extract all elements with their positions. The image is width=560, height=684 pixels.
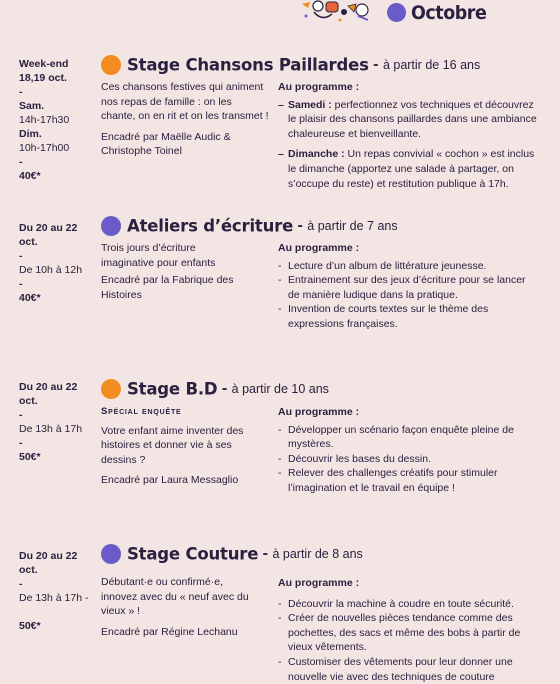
illustration-icon: [296, 0, 374, 24]
event-program: [278, 405, 540, 496]
month-title: Octobre: [411, 2, 487, 24]
program-heading: Au programme :: [278, 81, 360, 93]
date-line: Week-end: [19, 58, 69, 70]
event-title-row: Stage Couture - à partir de 8 ans: [101, 544, 363, 566]
event-date: [19, 549, 94, 633]
event-price: 50€*: [19, 620, 41, 632]
date-line: Sam.: [19, 100, 45, 112]
program-item: - Découvrir les bases du dessin.: [278, 452, 540, 467]
instructor-text: Encadré par Régine Lechanu: [101, 625, 238, 638]
event-program: [278, 80, 540, 191]
event-date: [19, 380, 94, 464]
date-line: -: [19, 278, 23, 290]
event-description: [101, 241, 251, 308]
event-age: à partir de 16 ans: [382, 58, 481, 72]
event-date: [19, 57, 94, 183]
program-item: – Dimanche : Un repas convivial « cochon » est inclus le dimanche (apportez une salade à partager, on s’occupe du reste) et restitution publique à 17h.: [278, 147, 540, 191]
program-item: - Créer de nouvelles pièces tendance comme des pochettes, des sacs et même des bobs à partir de vieux vêtements.: [278, 611, 540, 655]
date-line: -: [19, 437, 23, 449]
date-line: De 13h à 17h: [19, 423, 83, 435]
date-line: -: [19, 250, 23, 262]
month-dot-icon: [387, 3, 406, 22]
event-price: 40€*: [19, 170, 41, 182]
event-description: [101, 405, 261, 494]
date-line: 14h-17h30: [19, 114, 70, 126]
program-heading: Au programme :: [278, 242, 360, 254]
program-item: - Entrainement sur des jeux d’écriture pour se lancer de manière ludique dans la pratique.: [278, 273, 540, 302]
special-label: Spécial enquête: [101, 406, 182, 417]
event-title: Stage B.D: [127, 379, 218, 399]
page-header: [0, 0, 560, 30]
date-line: 10h-17h00: [19, 142, 70, 154]
date-line: oct.: [19, 395, 38, 407]
event-description: [101, 575, 251, 645]
program-item: - Lecture d’un album de littérature jeunesse.: [278, 259, 540, 274]
date-line: -: [19, 156, 23, 168]
program-item: - Découvrir la machine à coudre en toute sécurité.: [278, 597, 540, 612]
event-price: 40€*: [19, 292, 41, 304]
event-title: Ateliers d’écriture: [127, 216, 294, 236]
program-item: - Développer un scénario façon enquête pleine de mystères.: [278, 423, 540, 452]
date-line: -: [19, 86, 23, 98]
program-item: - Customiser des vêtements pour leur donner une nouvelle vie avec des techniques de couture: [278, 655, 540, 684]
instructor-text: Encadré par la Fabrique des Histoires: [101, 274, 234, 301]
date-line: De 10h à 12h: [19, 264, 83, 276]
description-text: Trois jours d’écriture imaginative pour enfants: [101, 242, 216, 269]
event-description: [101, 80, 269, 165]
date-line: oct.: [19, 564, 38, 576]
date-line: Dim.: [19, 128, 42, 140]
orange-dot-icon: [101, 55, 121, 75]
description-text: Ces chansons festives qui animent nos repas de famille : on les chante, on en rit et on les transmet !: [101, 81, 269, 123]
date-line: 18,19 oct.: [19, 72, 67, 84]
instructor-text: Encadré par Laura Messaglio: [101, 474, 239, 487]
event-title: Stage Chansons Paillardes: [127, 55, 369, 75]
event-date: [19, 221, 94, 305]
orange-dot-icon: [101, 379, 121, 399]
program-heading: Au programme :: [278, 406, 360, 418]
date-line: De 13h à 17h -: [19, 592, 89, 604]
event-title-row: Stage Chansons Paillardes - à partir de 16 ans: [101, 55, 480, 77]
event-program: [278, 576, 540, 684]
event-age: à partir de 7 ans: [307, 219, 398, 233]
program-heading: Au programme :: [278, 577, 360, 589]
program-item: - Relever des challenges créatifs pour stimuler l’imagination et le travail en équipe !: [278, 466, 540, 495]
date-line: -: [19, 578, 23, 590]
date-line: Du 20 au 22: [19, 550, 78, 562]
date-line: Du 20 au 22: [19, 222, 78, 234]
instructor-text: Encadré par Maëlle Audic & Christophe Toinel: [101, 130, 231, 158]
violet-dot-icon: [101, 216, 121, 236]
violet-dot-icon: [101, 544, 121, 564]
date-line: [19, 605, 94, 619]
program-item: - Invention de courts textes sur le thème des expressions françaises.: [278, 302, 540, 331]
event-title-row: Stage B.D - à partir de 10 ans: [101, 379, 329, 401]
event-title: Stage Couture: [127, 544, 259, 564]
description-text: Votre enfant aime inventer des histoires et donner vie à ses dessins ?: [101, 424, 244, 466]
event-age: à partir de 10 ans: [231, 382, 329, 396]
date-line: Du 20 au 22: [19, 381, 78, 393]
event-price: 50€*: [19, 451, 41, 463]
description-text: Débutant·e ou confirmé·e, innovez avec du « neuf avec du vieux » !: [101, 576, 249, 618]
event-program: [278, 241, 540, 332]
event-title-row: Ateliers d’écriture - à partir de 7 ans: [101, 216, 398, 238]
event-age: à partir de 8 ans: [272, 547, 363, 561]
date-line: -: [19, 409, 23, 421]
date-line: oct.: [19, 236, 38, 248]
program-item: – Samedi : perfectionnez vos techniques et découvrez le plaisir des chansons paillardes dans une ambiance chaleureuse et bienveillante.: [278, 98, 540, 142]
